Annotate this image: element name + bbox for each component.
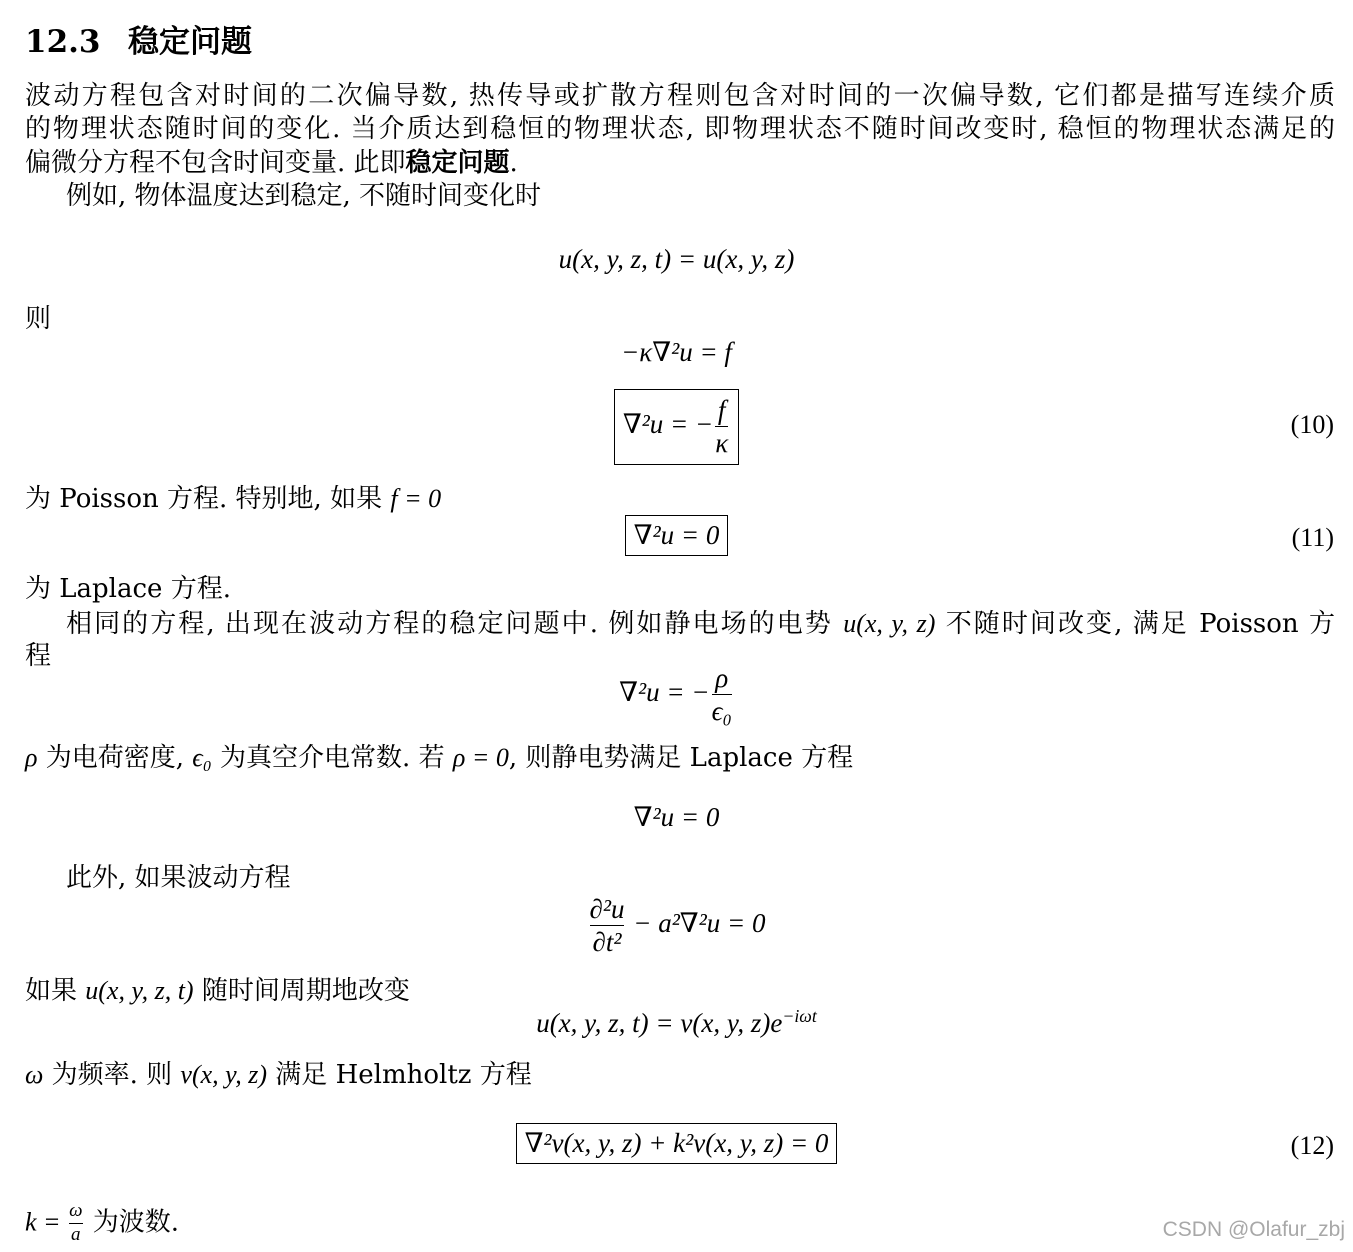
then-label: 则 <box>25 304 52 334</box>
intro-line-3-prefix: 偏微分方程不包含时间变量. 此即 <box>25 148 406 178</box>
omega-symbol: ω <box>25 1060 44 1089</box>
rho-symbol: ρ <box>25 743 38 772</box>
intro-line-3-suffix: . <box>509 148 518 178</box>
intro-line-2: 的物理状态随时间的变化. 当介质达到稳恒的物理状态, 即物理状态不随时间改变时, 稳恒的物理状态满足的 <box>25 114 1335 144</box>
intro-line-3 <box>25 147 1335 180</box>
equation-poisson-pre-text: −κ∇²u = f <box>621 337 732 367</box>
equation-electrostatic-fraction <box>712 662 732 728</box>
equation-electrostatic-lhs: ∇²u = − <box>619 677 710 708</box>
k-fraction <box>69 1200 82 1247</box>
term-steady-problem: 稳定问题 <box>405 148 510 178</box>
fraction-numerator: ∂²u <box>589 894 625 924</box>
k-text-suffix: 为波数. <box>84 1207 180 1238</box>
omega-text <box>25 1058 1335 1092</box>
equation-periodic-exponent: −iωt <box>782 1006 817 1026</box>
equation-helmholtz-text: ∇²v(x, y, z) + k²v(x, y, z) = 0 <box>524 1128 829 1158</box>
fraction-denominator: ϵ₀ <box>711 696 732 727</box>
equation-wave-rest: − a²∇²u = 0 <box>626 908 766 939</box>
section-title: 稳定问题 <box>128 24 252 60</box>
wave-text: 此外, 如果波动方程 <box>66 863 291 893</box>
periodic-text <box>25 974 1335 1008</box>
equation-laplace-box <box>625 515 729 556</box>
equation-electrostatic <box>0 662 1353 728</box>
equation-helmholtz-box <box>516 1123 838 1164</box>
rho-text-part-2: 为真空介电常数. 若 <box>211 743 453 773</box>
rho-condition: ρ = 0 <box>452 743 509 772</box>
k-text <box>25 1200 1335 1247</box>
omega-math: v(x, y, z) <box>180 1060 268 1089</box>
equation-number-11: (11) <box>1291 523 1334 552</box>
electro-line-1-prefix: 相同的方程, 出现在波动方程的稳定问题中. 例如静电场的电势 <box>66 609 844 639</box>
equation-poisson-fraction <box>715 394 728 460</box>
equation-number-12: (12) <box>1290 1131 1334 1160</box>
electro-line-1 <box>66 607 1335 641</box>
equation-laplace-2-text: ∇²u = 0 <box>633 802 720 832</box>
equation-poisson-pre <box>0 337 1353 368</box>
periodic-text-suffix: 随时间周期地改变 <box>193 976 410 1006</box>
equation-helmholtz <box>0 1123 1353 1164</box>
equation-laplace-text: ∇²u = 0 <box>633 520 720 550</box>
omega-text-part-1: 为频率. 则 <box>43 1060 181 1090</box>
intro-line-1: 波动方程包含对时间的二次偏导数, 热传导或扩散方程则包含对时间的一次偏导数, 它们都是描写连续介质 <box>25 81 1335 111</box>
electro-line-1-suffix: 不随时间改变, 满足 Poisson 方 <box>935 609 1335 639</box>
periodic-text-prefix: 如果 <box>25 976 86 1006</box>
electro-math: u(x, y, z) <box>843 609 936 638</box>
omega-text-part-2: 满足 Helmholtz 方程 <box>267 1060 532 1090</box>
section-number: 12.3 <box>25 24 101 60</box>
equation-poisson <box>0 389 1353 465</box>
equation-poisson-lhs: ∇²u = − <box>622 409 714 440</box>
equation-periodic-main: u(x, y, z, t) = v(x, y, z)e <box>536 1008 783 1038</box>
equation-number-10: (10) <box>1290 410 1334 439</box>
fraction-numerator: ρ <box>715 663 729 693</box>
k-symbol: k = <box>25 1207 68 1237</box>
equation-wave <box>0 893 1353 959</box>
rho-text-part-3: , 则静电势满足 Laplace 方程 <box>508 743 854 773</box>
equation-poisson-box <box>614 389 739 465</box>
rho-text-part-1: 为电荷密度, <box>37 743 193 773</box>
fraction-denominator: κ <box>715 428 729 459</box>
fraction-denominator: ∂t² <box>590 925 625 958</box>
equation-wave-fraction <box>590 893 625 959</box>
fraction-numerator: ω <box>69 1200 83 1221</box>
equation-steady-state-text: u(x, y, z, t) = u(x, y, z) <box>558 244 795 274</box>
epsilon-symbol: ϵ₀ <box>192 743 212 772</box>
intro-line-4: 例如, 物体温度达到稳定, 不随时间变化时 <box>66 181 542 211</box>
laplace-text: 为 Laplace 方程. <box>25 574 231 604</box>
watermark: CSDN @Olafur_zbj <box>1162 1218 1345 1241</box>
poisson-text-prefix: 为 Poisson 方程. 特别地, 如果 <box>25 484 391 514</box>
poisson-text <box>25 482 1335 516</box>
equation-laplace-2 <box>0 802 1353 833</box>
periodic-math: u(x, y, z, t) <box>85 976 194 1005</box>
section-heading <box>25 26 1335 59</box>
fraction-numerator: f <box>717 395 726 425</box>
rho-text <box>25 741 1335 775</box>
electro-line-2: 程 <box>25 641 52 671</box>
equation-steady-state <box>0 244 1353 275</box>
poisson-condition: f = 0 <box>390 484 442 513</box>
equation-laplace <box>0 515 1353 556</box>
equation-periodic <box>0 1008 1353 1039</box>
fraction-denominator: a <box>71 1223 81 1245</box>
